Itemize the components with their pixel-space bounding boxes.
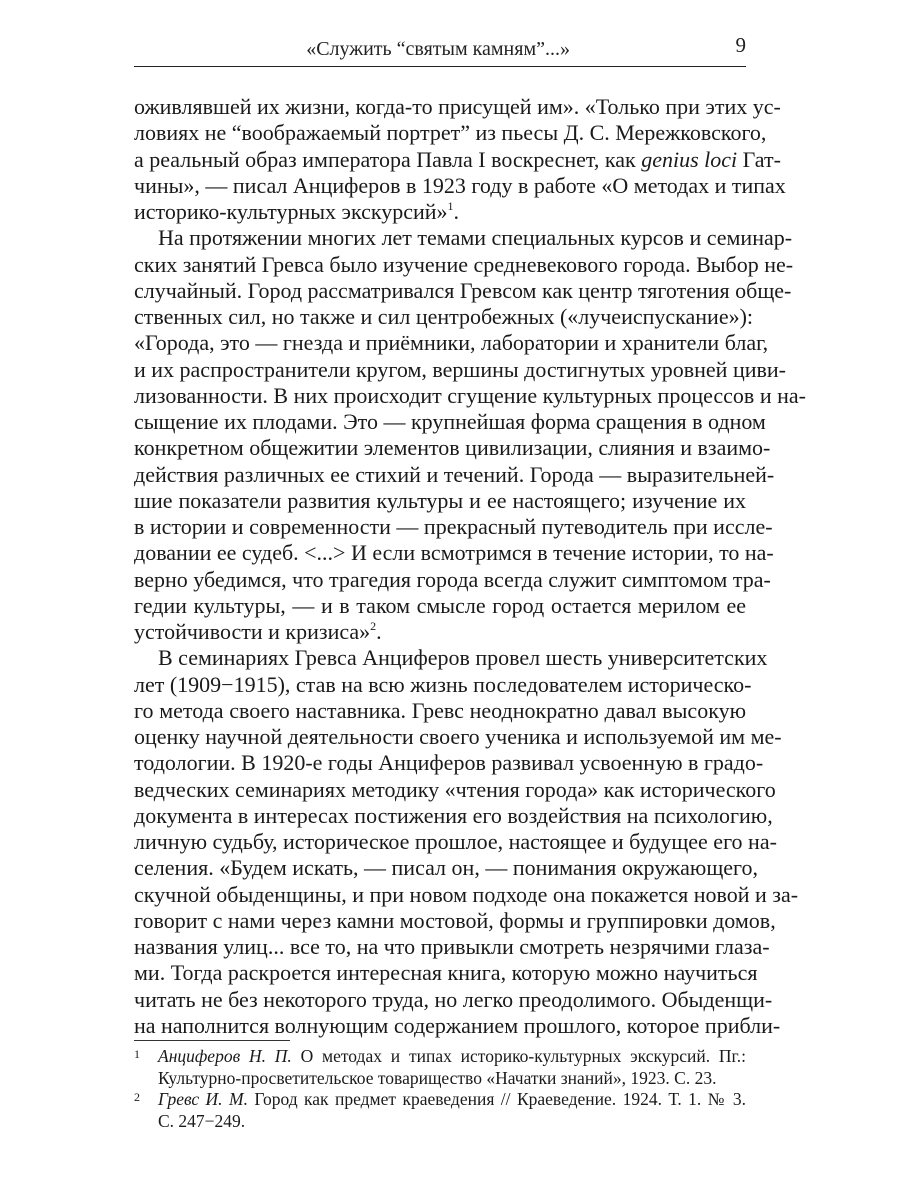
text-line: верно убедимся, что трагедия города всегда служит симптомом тра-	[134, 566, 771, 592]
text-line: сыщение их плодами. Это — крупнейшая форма сращения в одном	[134, 409, 766, 434]
text-line: в истории и современности — прекрасный путеводитель при иссле-	[134, 514, 773, 539]
text-line: говорит с нами через камни мостовой, формы и группировки домов,	[134, 907, 776, 933]
text-line: скучной обыденщины, и при новом подходе она покажется новой и за-	[134, 881, 799, 907]
text-line: ловиях не “воображаемый портрет” из пьесы Д. С. Мережковского,	[134, 120, 767, 146]
footnote-line: Культурно-просветительское товарищество «Начатки знаний», 1923. С. 23.	[158, 1067, 717, 1088]
text-line: тодологии. В 1920-е годы Анциферов развивал усвоенную в градо-	[134, 750, 764, 776]
footnote-number: 1	[134, 1047, 140, 1061]
text-line: «Города, это — гнезда и приёмники, лаборатории и хранители благ,	[134, 330, 769, 356]
text-line: случайный. Город рассматривался Гревсом как центр тяготения обще-	[134, 277, 792, 303]
running-head	[134, 33, 746, 66]
text-line: устойчивости и кризиса»$^2$.	[134, 619, 382, 644]
text-line: названия улиц... все то, на что привыкли смотреть незрячими глаза-	[134, 934, 770, 959]
text-line: чины», — писал Анциферов в 1923 году в работе «О методах и типах	[134, 172, 786, 198]
text-line: ских занятий Гревса было изучение средневекового города. Выбор не-	[134, 251, 794, 277]
footnote-ref-1[interactable]: 1	[447, 199, 454, 213]
text-line: историко-культурных экскурсий»$^1$.	[134, 199, 460, 224]
footnote-number: 2	[134, 1090, 140, 1104]
text-line: го метода своего наставника. Гревс неоднократно давал высокую	[134, 697, 746, 723]
text-line: гедии культуры, — и в таком смысле город остается мерилом ее	[134, 592, 746, 618]
text-line: на наполнится волнующим содержанием прошлого, которое прибли-	[134, 1012, 781, 1038]
paragraph-3	[134, 645, 799, 1039]
footnote-author: Анциферов Н. П.	[158, 1046, 292, 1066]
footnote-2	[134, 1089, 746, 1132]
text-line: и их распространители кругом, вершины достигнутых уровней циви-	[134, 356, 786, 382]
text-line: довании ее судеб. <...> И если всмотримся в течение истории, то на-	[134, 540, 774, 566]
footnotes	[134, 1046, 746, 1132]
paragraph-1	[134, 94, 786, 225]
text-line: действия различных ее стихий и течений. Города — выразительней-	[134, 461, 775, 487]
text-line: а реальный образ императора Павла I воскреснет, как genius loci Гат-	[134, 146, 781, 172]
running-head-title: «Служить “святым камням”...»	[306, 38, 570, 60]
text-line: селения. «Будем искать, — писал он, — понимания окружающего,	[134, 855, 759, 881]
footnote-ref-2[interactable]: 2	[370, 619, 377, 633]
footnote-1	[134, 1046, 746, 1089]
text-line: документа в интересах постижения его воздействия на психологию,	[134, 802, 773, 828]
text-line: лизованности. В них происходит сгущение культурных процессов и на-	[134, 382, 806, 408]
footnote-line: Гревс И. М. Город как предмет краеведения // Краеведение. 1924. Т. 1. № 3.	[158, 1089, 746, 1109]
text-line: оценку научной деятельности своего ученика и используемой им ме-	[134, 724, 782, 749]
footnote-line: Анциферов Н. П. О методах и типах историко-культурных экскурсий. Пг.:	[158, 1046, 746, 1066]
text-line: шие показатели развития культуры и ее настоящего; изучение их	[134, 487, 746, 513]
text-line: читать не без некоторого труда, но легко преодолимого. Обыденщи-	[134, 986, 773, 1012]
footnote-separator	[134, 1040, 290, 1041]
text-line: оживлявшей их жизни, когда-то присущей им». «Только при этих ус-	[134, 94, 781, 119]
italic-term: genius loci	[641, 146, 738, 172]
text-line: лет (1909−1915), став на всю жизнь последователем историческо-	[134, 671, 752, 697]
text-line: В семинариях Гревса Анциферов провел шесть университетских	[158, 645, 768, 671]
text-line: ственных сил, но также и сил центробежных («лучеиспускание»):	[134, 304, 754, 329]
page-number: 9	[735, 33, 746, 57]
footnote-line: С. 247−249.	[158, 1110, 246, 1131]
text-line: личную судьбу, историческое прошлое, настоящее и будущее его на-	[134, 829, 777, 854]
text-line: ми. Тогда раскроется интересная книга, которую можно научиться	[134, 960, 758, 986]
text-line: На протяжении многих лет темами специальных курсов и семинар-	[158, 225, 793, 251]
body-text	[134, 94, 806, 1039]
footnote-author: Гревс И. М.	[158, 1089, 248, 1109]
header-rule	[134, 66, 746, 67]
text-line: конкретном общежитии элементов цивилизации, слияния и взаимо-	[134, 435, 771, 461]
paragraph-2	[134, 225, 806, 645]
text-line: ведческих семинариях методику «чтения города» как исторического	[134, 776, 776, 802]
